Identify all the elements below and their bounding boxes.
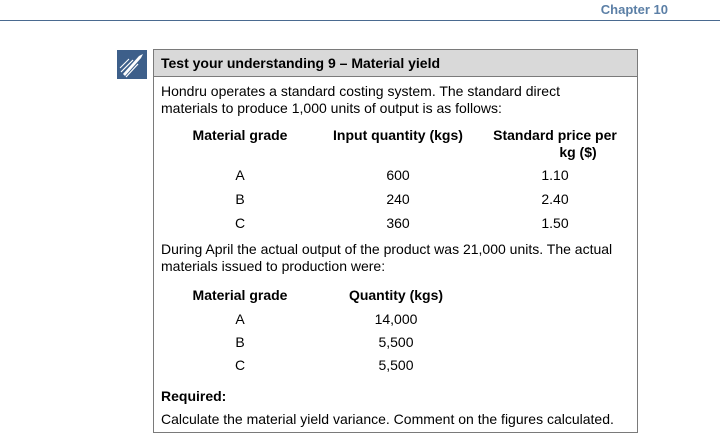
chapter-title: Chapter 10 — [600, 2, 668, 17]
required-label: Required: — [161, 388, 227, 404]
table2-row-b-quantity: 5,500 — [378, 334, 414, 350]
intro-line-1: Hondru operates a standard costing system. The standard direct — [161, 83, 560, 99]
table1-header-quantity: Input quantity (kgs) — [333, 127, 463, 143]
required-text: Calculate the material yield variance. Comment on the figures calculated. — [161, 411, 614, 427]
intro-paragraph — [161, 83, 636, 117]
table1-row-c-price: 1.50 — [541, 215, 569, 231]
actual-paragraph — [161, 241, 636, 275]
intro-line-2: materials to produce 1,000 units of output is as follows: — [161, 100, 502, 116]
table1-row-b-grade: B — [235, 191, 245, 207]
table1-row-c-quantity: 360 — [386, 215, 410, 231]
table1-header-price-line2: kg ($) — [559, 144, 597, 160]
table1-row-c-grade: C — [234, 215, 246, 231]
pencil-nib-icon — [117, 50, 147, 79]
table1-row-a-grade: A — [235, 167, 245, 183]
activity-title: Test your understanding 9 – Material yield — [154, 50, 637, 77]
table1-header-grade: Material grade — [192, 127, 288, 143]
table1-row-a-price: 1.10 — [541, 167, 569, 183]
table2-row-c-grade: C — [234, 357, 246, 373]
table2-header-quantity: Quantity (kgs) — [348, 287, 444, 303]
table2-header-grade: Material grade — [192, 287, 288, 303]
table2-row-a-quantity: 14,000 — [374, 311, 418, 327]
table1-row-a-quantity: 600 — [386, 167, 410, 183]
table2-row-a-grade: A — [235, 311, 245, 327]
table1-row-b-quantity: 240 — [386, 191, 410, 207]
table1-header-price-line1: Standard price per — [493, 127, 617, 143]
table2-row-c-quantity: 5,500 — [378, 357, 414, 373]
table1-header-price — [484, 127, 626, 161]
table1-row-b-price: 2.40 — [541, 191, 569, 207]
actual-line-2: materials issued to production were: — [161, 258, 386, 274]
chapter-header — [0, 0, 720, 21]
table2-row-b-grade: B — [235, 334, 245, 350]
activity-box — [153, 49, 638, 433]
actual-line-1: During April the actual output of the product was 21,000 units. The actual — [161, 241, 613, 257]
